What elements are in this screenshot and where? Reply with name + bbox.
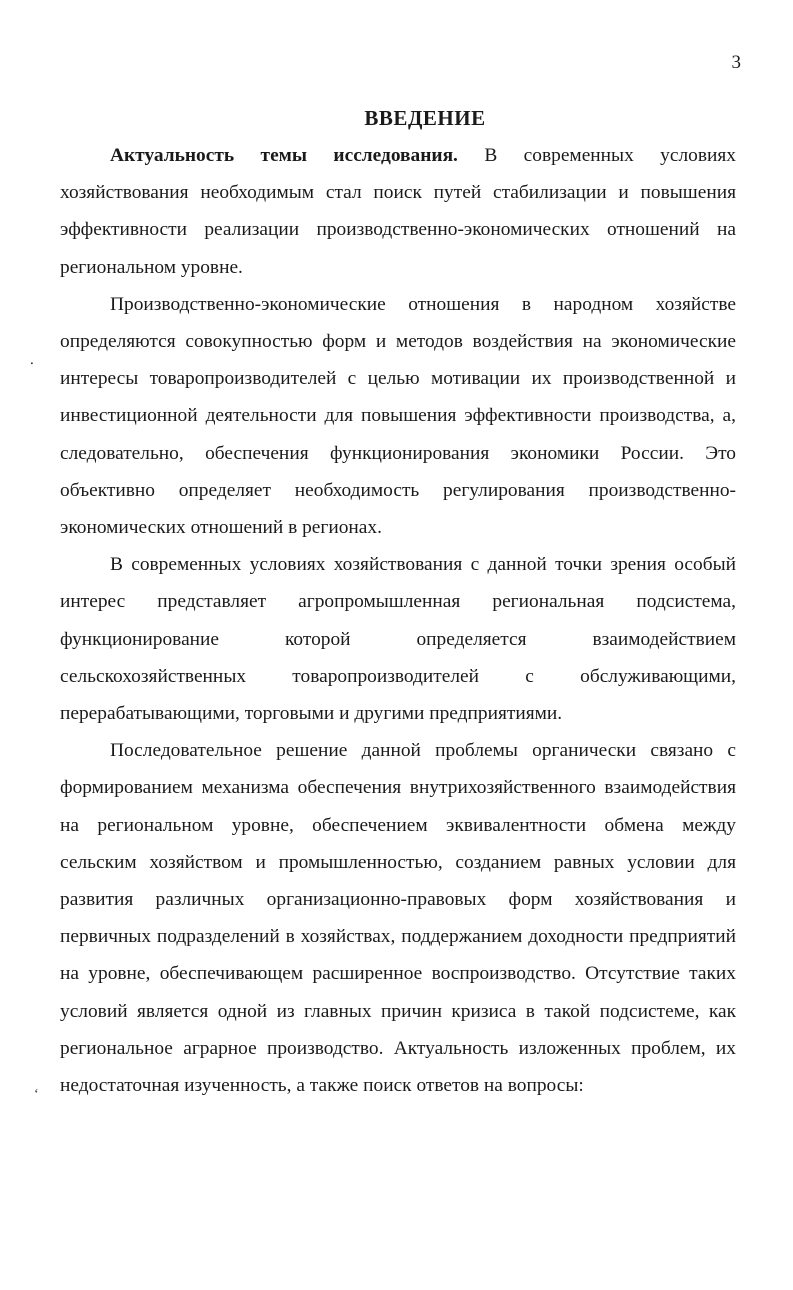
page-number: 3 (731, 52, 741, 73)
paragraph-relations (60, 286, 736, 546)
paragraph-lead: Актуальность темы исследования. (110, 145, 458, 166)
paragraph-agro-subsystem (60, 546, 736, 732)
section-heading: ВВЕДЕНИЕ (364, 106, 486, 130)
scan-speck: ‘ (34, 1087, 39, 1102)
body-text (60, 137, 736, 1104)
paragraph-text: Производственно-экономические отношения в народном хозяйстве определяются совокупностью форм и методов воздействия на экономические интересы товаропроизводителей с целью мотивации их производственной и инвестиционной деятельности для повышения эффективности производства, а, следовательно, обеспечения функционирования экономики России. Это объективно определяет необходимость регулирования производственно-экономических отношений в регионах. (60, 293, 736, 539)
paragraph-text: Последовательное решение данной проблемы органически связано с формированием механизма обеспечения внутрихозяйственного взаимодействия на региональном уровне, обеспечением эквивалентности обмена между сельским хозяйством и промышленностью, созданием равных условии для развития различных организационно-правовых форм хозяйствования и первичных подразделений в хозяйствах, поддержанием доходности предприятий на уровне, обеспечивающем расширенное воспроизводство. Отсутствие таких условий является одной из главных причин кризиса в такой подсистеме, как региональное аграрное производство. Актуальность изложенных проблем, их недостаточная изученность, а также поиск ответов на вопросы: (60, 740, 736, 1097)
paragraph-solution (60, 732, 736, 1104)
paragraph-text: В современных условиях хозяйствования необходимым стал поиск путей стабилизации и повышения эффективности реализации производственно-экономических отношений на региональном уровне. (60, 145, 737, 278)
scan-speck: ⸱ (30, 357, 34, 372)
paragraph-text: В современных условиях хозяйствования с данной точки зрения особый интерес представляет агропромышленная региональная подсистема, функционирование которой определяется взаимодействием сельскохозяйственных товаропроизводителей с обслуживающими, перерабатывающими, торговыми и другими предприятиями. (60, 554, 736, 725)
paragraph-relevance (60, 137, 736, 286)
